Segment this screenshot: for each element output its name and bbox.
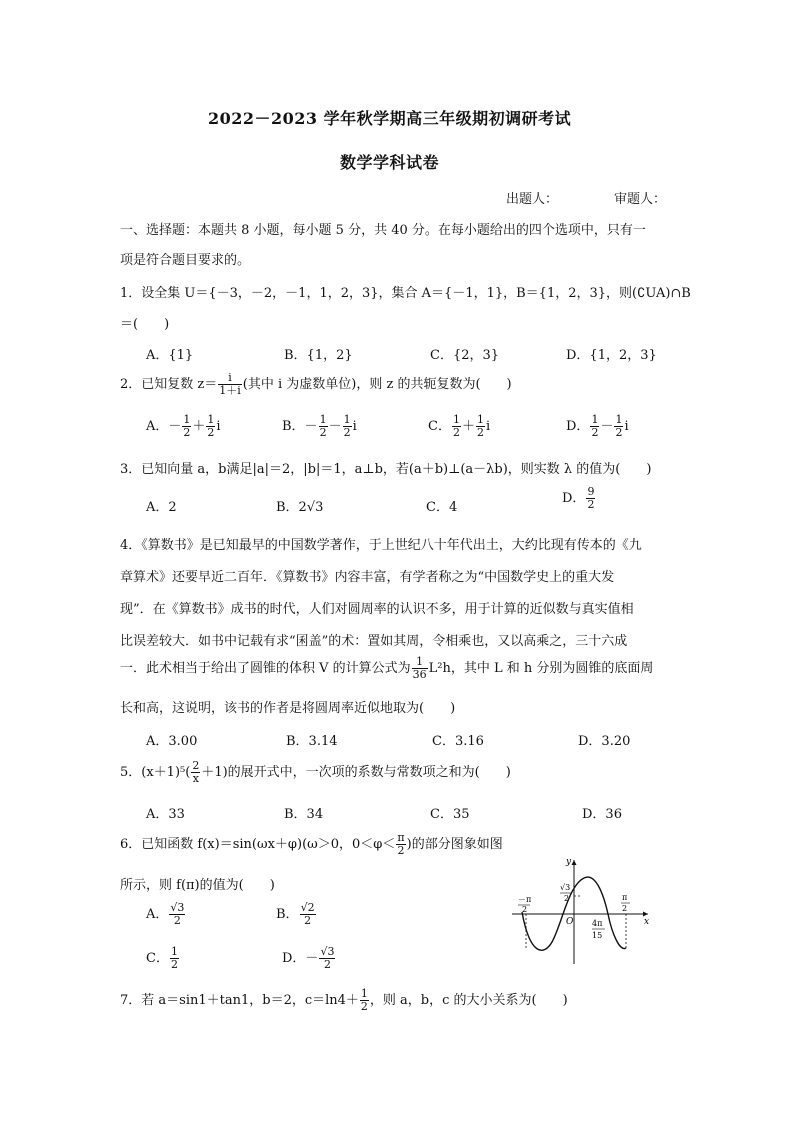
q4-option-c: C．3.16 — [432, 734, 484, 749]
q4-line1: 4．《算数书》是已知最早的中国数学著作，于上世纪八十年代出土，大约比现有传本的《九 — [120, 538, 642, 553]
q6-option-c: C． $\frac{1}{2}$ — [146, 945, 178, 971]
section-instructions-line1: 一、选择题：本题共 8 小题，每小题 5 分，共 40 分。在每小题给出的四个选项中，只有一 — [120, 223, 646, 238]
q3-stem: 3．已知向量 a，b满足|a|＝2，|b|＝1，a⊥b，若(a＋b)⊥(a－λb)，则实数 λ 的值为( ) — [120, 462, 652, 477]
q7-stem: 7．若 a＝sin1＋tan1，b＝2，c＝ln4＋ $\frac{1}{2}$ ，则 a，b，c 的大小关系为( ) — [120, 987, 568, 1013]
q1-stem-line1: 1．设全集 U＝{－3，－2，－1，1，2，3}，集合 A＝{－1，1}，B＝{1，2，3}，则(∁UA)∩B — [120, 286, 691, 301]
label-sqrt3: √3 — [560, 883, 571, 892]
q4-option-a: A．3.00 — [146, 734, 198, 749]
label-neg-pi: －π — [518, 895, 532, 904]
q2-stem: 2．已知复数 z＝ $\frac{i}{1+i}$ (其中 i 为虚数单位)，则 z 的共轭复数为( ) — [120, 371, 512, 397]
q4-line2: 章算术》还要早近二百年．《算数书》内容丰富，有学者称之为“中国数学史上的重大发 — [120, 570, 615, 585]
q1-stem-line2: ＝( ) — [120, 317, 170, 332]
q4-option-b: B．3.14 — [286, 734, 338, 749]
q2-option-b: B．－ $\frac{1}{2}$ － $\frac{1}{2}$ i — [282, 413, 357, 439]
q4-line3: 现”．在《算数书》成书的时代，人们对圆周率的认识不多，用于计算的近似数与真实值相 — [120, 602, 634, 617]
q3-option-a: A．2 — [146, 500, 177, 515]
q5-option-c: C．35 — [430, 807, 470, 822]
label-pi-denominator: 2 — [622, 904, 628, 913]
label-y: y — [566, 857, 572, 867]
label-pi: π — [622, 893, 628, 902]
q4-option-d: D．3.20 — [578, 734, 631, 749]
exam-title: 2022－2023 学年秋学期高三年级期初调研考试 — [208, 109, 572, 128]
q6-stem: 6．已知函数 f(x)＝sin(ωx＋φ)(ω＞0，0＜φ＜ $\frac{\pi}{2}$ )的部分图象如图 — [120, 831, 503, 857]
setter-label: 出题人： — [506, 192, 559, 207]
label-neg-pi-denominator: 2 — [522, 905, 528, 914]
x-axis-arrow — [643, 912, 648, 917]
label-4pi: 4π — [592, 919, 603, 928]
q5-option-b: B．34 — [284, 807, 324, 822]
q2-option-a: A．－ $\frac{1}{2}$ ＋ $\frac{1}{2}$ i — [146, 413, 221, 439]
label-15: 15 — [592, 931, 603, 940]
q4-line4: 比误差较大．如书中记载有求“囷盖”的术：置如其周，令相乘也，又以高乘之，三十六成 — [120, 634, 628, 649]
q1-option-d: D．{1，2，3} — [566, 348, 657, 363]
q1-option-c: C．{2，3} — [430, 348, 500, 363]
q6-option-b: B． $\frac{√2}{2}$ — [276, 901, 315, 927]
q4-line5: 一．此术相当于给出了圆锥的体积 V 的计算公式为 $\frac{1}{36}$ L²h，其中 L 和 h 分别为圆锥的底面周 — [120, 655, 654, 681]
label-sqrt3-denominator: 2 — [564, 894, 570, 903]
q6-option-a: A． $\frac{√3}{2}$ — [146, 901, 185, 927]
q5-stem: 5．(x＋1)⁵( $\frac{2}{x}$ ＋1)的展开式中，一次项的系数与常数项之和为( ) — [120, 759, 511, 785]
q2-option-c: C． $\frac{1}{2}$ ＋ $\frac{1}{2}$ i — [428, 413, 491, 439]
q2-fraction: $\frac{i}{1+i}$ — [219, 371, 241, 397]
sine-graph-figure — [512, 856, 652, 966]
q3-option-c: C．4 — [426, 500, 458, 515]
q2-option-d: D． $\frac{1}{2}$ － $\frac{1}{2}$ i — [566, 413, 629, 439]
exam-subtitle: 数学学科试卷 — [340, 153, 440, 172]
label-origin: O — [566, 917, 574, 927]
q6-stem-line2: 所示，则 f(π)的值为( ) — [120, 878, 275, 893]
label-x: x — [644, 917, 650, 927]
q5-option-d: D．36 — [582, 807, 622, 822]
q1-option-b: B．{1，2} — [284, 348, 353, 363]
q4-line6: 长和高，这说明，该书的作者是将圆周率近似地取为( ) — [120, 701, 456, 716]
q3-option-b: B．2√3 — [276, 500, 324, 515]
q6-option-d: D．－ $\frac{√3}{2}$ — [282, 945, 335, 971]
q5-option-a: A．33 — [146, 807, 185, 822]
y-axis-arrow — [572, 860, 577, 865]
q3-option-d: D． $\frac{9}{2}$ — [562, 485, 595, 511]
section-instructions-line2: 项是符合题目要求的。 — [120, 253, 251, 268]
reviewer-label: 审题人： — [614, 192, 667, 207]
q1-option-a: A．{1} — [146, 348, 194, 363]
